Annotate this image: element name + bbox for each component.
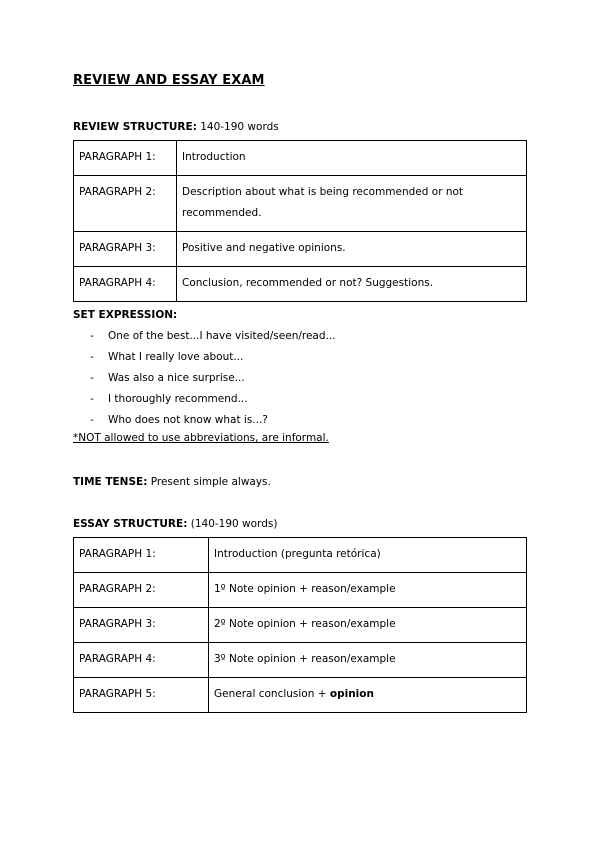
paragraph-label-cell: PARAGRAPH 1: (74, 538, 209, 573)
review-structure-heading (73, 121, 279, 133)
essay-structure-table (73, 537, 527, 713)
table-row (74, 678, 527, 713)
table-row (74, 643, 527, 678)
expression-text: What I really love about... (108, 351, 244, 363)
paragraph-label-cell: PARAGRAPH 4: (74, 267, 177, 302)
conclusion-text: General conclusion + (214, 688, 330, 700)
paragraph-label-cell: PARAGRAPH 1: (74, 141, 177, 176)
set-expression-label: SET EXPRESSION: (73, 309, 178, 321)
paragraph-description-cell: 1º Note opinion + reason/example (209, 573, 527, 608)
dash-bullet: - (90, 414, 94, 426)
table-row (74, 232, 527, 267)
table-row (74, 608, 527, 643)
list-item (90, 389, 336, 410)
expression-text: Who does not know what is...? (108, 414, 268, 426)
page-title: REVIEW AND ESSAY EXAM (73, 73, 265, 88)
paragraph-label-cell: PARAGRAPH 3: (74, 232, 177, 267)
paragraph-description-cell: Positive and negative opinions. (177, 232, 527, 267)
paragraph-label-cell: PARAGRAPH 5: (74, 678, 209, 713)
set-expression-heading (73, 309, 177, 321)
expression-text: One of the best...I have visited/seen/read... (108, 330, 336, 342)
paragraph-label-cell: PARAGRAPH 2: (74, 573, 209, 608)
list-item (90, 326, 336, 347)
essay-structure-heading (73, 518, 277, 530)
essay-structure-label: ESSAY STRUCTURE: (73, 518, 188, 530)
table-row (74, 176, 527, 232)
list-item (90, 368, 336, 389)
table-row (74, 267, 527, 302)
dash-bullet: - (90, 393, 94, 405)
paragraph-description-cell: Description about what is being recommended or not recommended. (177, 176, 527, 232)
paragraph-description-cell (209, 678, 527, 713)
list-item (90, 347, 336, 368)
table-row (74, 573, 527, 608)
dash-bullet: - (90, 330, 94, 342)
expression-text: Was also a nice surprise... (108, 372, 245, 384)
table-row (74, 538, 527, 573)
dash-bullet: - (90, 372, 94, 384)
time-tense-detail: Present simple always. (147, 476, 271, 488)
essay-structure-detail: (140-190 words) (187, 518, 278, 530)
paragraph-description-cell: Conclusion, recommended or not? Suggestions. (177, 267, 527, 302)
paragraph-label-cell: PARAGRAPH 4: (74, 643, 209, 678)
time-tense-label: TIME TENSE: (73, 476, 148, 488)
opinion-emphasis: opinion (329, 688, 374, 700)
review-structure-label: REVIEW STRUCTURE: (73, 121, 197, 133)
list-item (90, 410, 336, 431)
paragraph-label-cell: PARAGRAPH 2: (74, 176, 177, 232)
table-row (74, 141, 527, 176)
expression-text: I thoroughly recommend... (108, 393, 248, 405)
paragraph-description-cell: Introduction (pregunta retórica) (209, 538, 527, 573)
abbreviation-note: *NOT allowed to use abbreviations, are informal. (73, 432, 329, 444)
expression-list (90, 326, 336, 431)
paragraph-description-cell: Introduction (177, 141, 527, 176)
paragraph-description-cell: 2º Note opinion + reason/example (209, 608, 527, 643)
paragraph-label-cell: PARAGRAPH 3: (74, 608, 209, 643)
dash-bullet: - (90, 351, 94, 363)
review-structure-table (73, 140, 527, 302)
paragraph-description-cell: 3º Note opinion + reason/example (209, 643, 527, 678)
review-structure-detail: 140-190 words (196, 121, 279, 133)
time-tense-heading (73, 476, 271, 488)
